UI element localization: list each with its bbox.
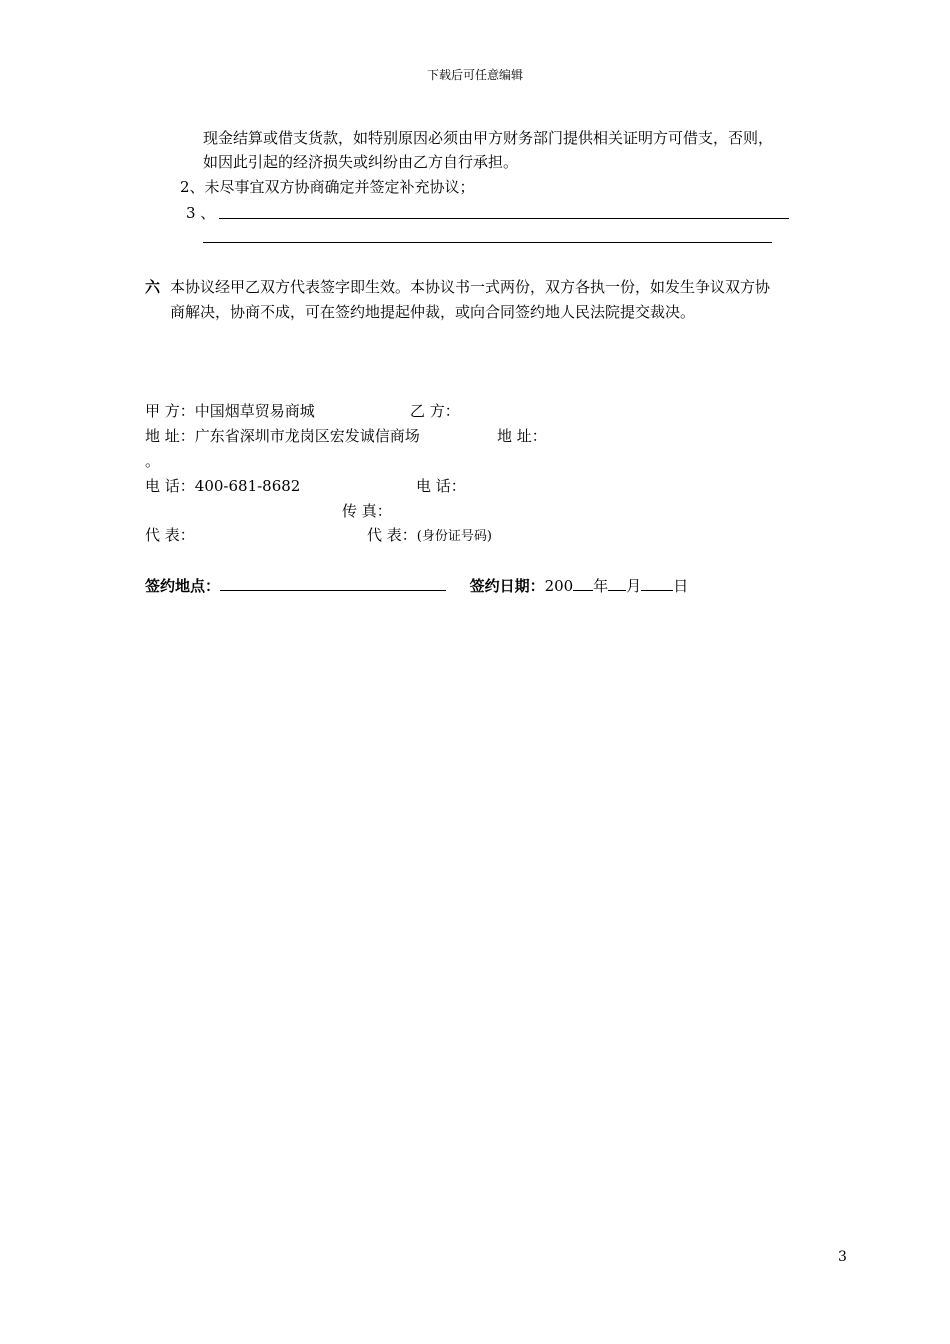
signing-row xyxy=(145,573,688,598)
signing-month-blank xyxy=(608,573,626,591)
clause5-item2: 2、未尽事宜双方协商确定并签定补充协议； xyxy=(180,178,475,196)
party-b-rep-row xyxy=(367,523,492,549)
signing-day-blank xyxy=(641,573,673,591)
signing-year-prefix: 200 xyxy=(544,577,574,595)
item3-blank-line-1 xyxy=(219,218,789,219)
party-b-label: 乙 方： xyxy=(410,402,460,420)
signing-month: 月 xyxy=(626,577,642,595)
party-a-phone: 400-681-8682 xyxy=(194,477,301,495)
party-a-phone-label: 电 话： xyxy=(145,477,195,495)
page-number: 3 xyxy=(838,1249,847,1265)
party-b-phone-label: 电 话： xyxy=(416,477,466,495)
signing-date-label: 签约日期： xyxy=(469,577,545,595)
signing-place-blank xyxy=(220,573,446,591)
clause6-line2: 商解决，协商不成，可在签约地提起仲裁，或向合同签约地人民法院提交裁决。 xyxy=(170,303,696,321)
party-b-address-label: 地 址： xyxy=(497,427,547,445)
party-a-address-label: 地 址： xyxy=(145,427,195,445)
clause5-line2: 如因此引起的经济损失或纠纷由乙方自行承担。 xyxy=(203,153,519,171)
signing-day: 日 xyxy=(673,577,689,595)
page-header: 下载后可任意编辑 xyxy=(426,68,523,82)
party-b-rep-note: (身份证号码) xyxy=(416,529,492,544)
clause6-line1: 本协议经甲乙双方代表签字即生效。本协议书一式两份，双方各执一份，如发生争议双方协 xyxy=(170,278,771,296)
party-b-rep-label: 代 表： xyxy=(367,526,417,544)
clause6-number: 六 xyxy=(145,278,161,296)
item3-blank-line-2 xyxy=(203,242,772,243)
party-a-label: 甲 方： xyxy=(145,402,195,420)
party-a-rep-label: 代 表： xyxy=(145,526,195,544)
signing-place-label: 签约地点： xyxy=(145,577,221,595)
party-a-row xyxy=(145,399,315,423)
party-a-address-row xyxy=(145,424,420,448)
party-a-name: 中国烟草贸易商城 xyxy=(194,402,315,420)
clause5-line1: 现金结算或借支货款，如特别原因必须由甲方财务部门提供相关证明方可借支，否则， xyxy=(203,129,774,147)
clause5-item3-label: 3 、 xyxy=(186,204,216,222)
signing-year: 年 xyxy=(593,577,609,595)
party-a-phone-row xyxy=(145,474,300,498)
signing-year-blank xyxy=(573,573,593,591)
party-a-address: 广东省深圳市龙岗区宏发诚信商场 xyxy=(194,427,420,445)
party-b-fax-label: 传 真： xyxy=(342,502,392,520)
party-a-address-tail: 。 xyxy=(145,452,161,470)
